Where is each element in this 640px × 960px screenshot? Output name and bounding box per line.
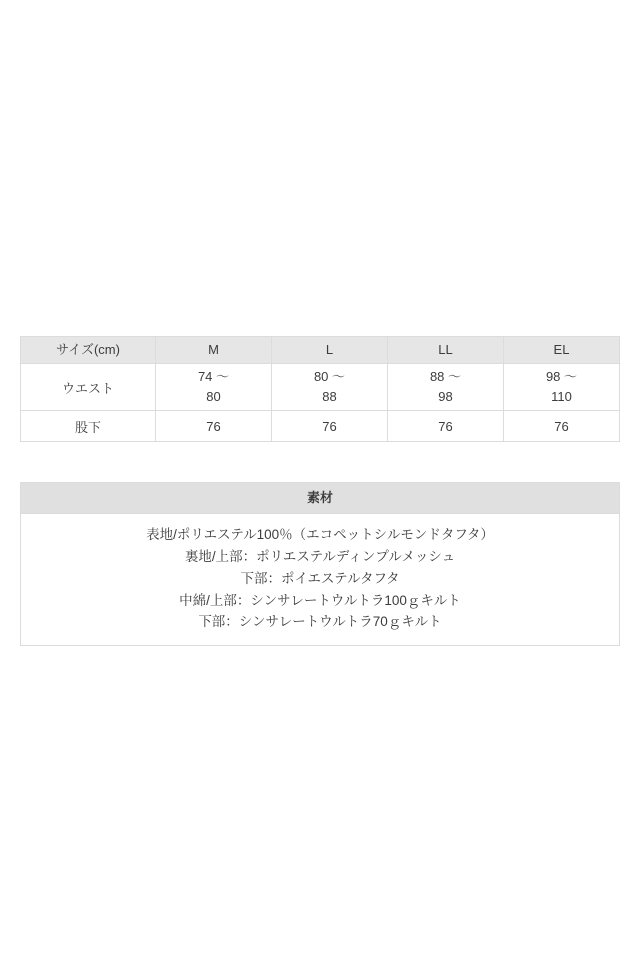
material-table-body [21, 514, 620, 646]
waist-value-m-line1: 74 〜 [197, 368, 230, 384]
material-line: 裏地/上部：ポリエステルディンプルメッシュ [184, 548, 456, 564]
material-table-section [20, 482, 620, 646]
waist-value-l-line2: 88 [322, 389, 337, 404]
table-row [21, 514, 620, 646]
waist-value-el-line1: 98 〜 [545, 368, 578, 384]
size-table-header-row [21, 337, 620, 364]
material-content-cell [21, 514, 620, 646]
size-header-m: M [156, 337, 272, 364]
waist-value-m-line2: 80 [206, 389, 221, 404]
table-row [21, 411, 620, 442]
waist-value-ll [388, 364, 504, 411]
inseam-value-ll: 76 [388, 411, 504, 442]
inseam-row-label: 股下 [21, 411, 156, 442]
waist-row-label: ウエスト [21, 364, 156, 411]
size-header-label: サイズ(cm) [21, 337, 156, 364]
size-header-ll: LL [388, 337, 504, 364]
inseam-value-m: 76 [156, 411, 272, 442]
material-header-row [21, 483, 620, 514]
inseam-value-el: 76 [504, 411, 620, 442]
size-header-el: EL [504, 337, 620, 364]
material-line: 中綿/上部：シンサレートウルトラ100ｇキルト [179, 592, 461, 608]
material-header-label: 素材 [21, 483, 620, 514]
material-line: 下部：シンサレートウルトラ70ｇキルト [198, 614, 442, 630]
material-line: 下部：ポイエステルタフタ [240, 570, 400, 586]
material-line: 表地/ポリエステル100％（エコペットシルモンドタフタ） [146, 527, 494, 542]
waist-value-l [272, 364, 388, 411]
material-table [20, 482, 620, 646]
size-table-head [21, 337, 620, 364]
waist-value-l-line1: 80 〜 [313, 368, 346, 384]
size-table-body [21, 364, 620, 442]
size-table [20, 336, 620, 442]
waist-value-ll-line1: 88 〜 [429, 368, 462, 384]
waist-value-el [504, 364, 620, 411]
waist-value-m [156, 364, 272, 411]
waist-value-el-line2: 110 [551, 389, 572, 404]
size-header-l: L [272, 337, 388, 364]
size-table-section [20, 336, 620, 442]
waist-value-ll-line2: 98 [438, 389, 453, 404]
inseam-value-l: 76 [272, 411, 388, 442]
material-table-head [21, 483, 620, 514]
table-row [21, 364, 620, 411]
